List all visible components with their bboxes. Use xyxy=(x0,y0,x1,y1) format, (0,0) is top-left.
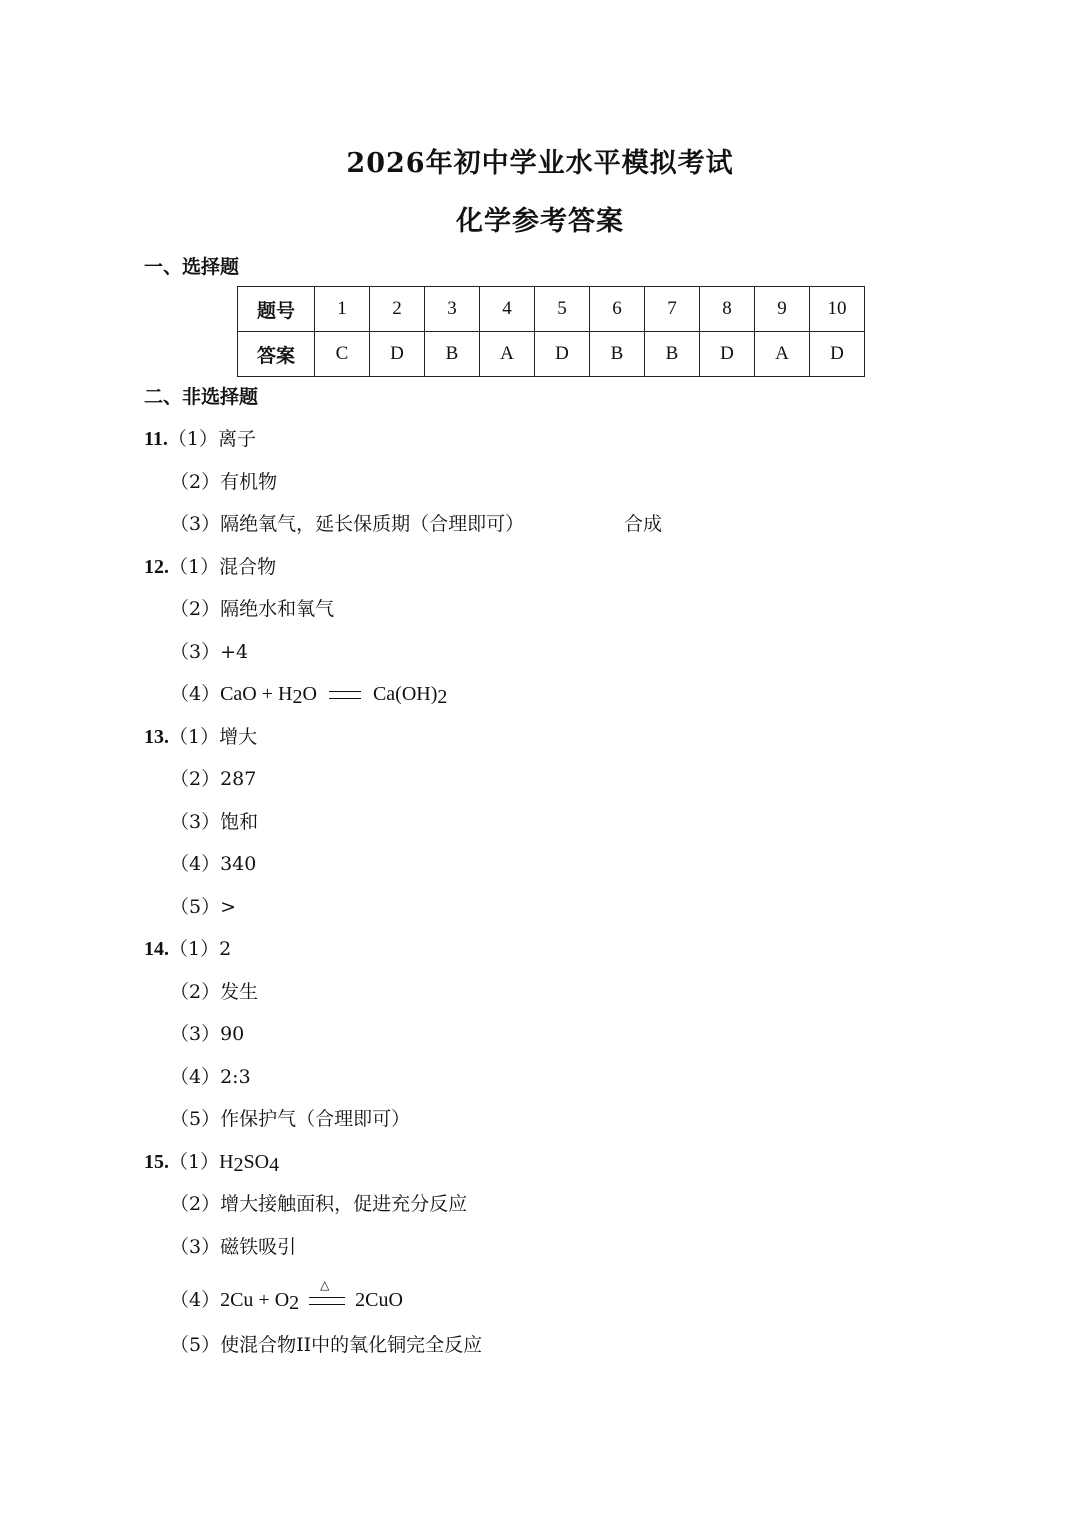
formula-part: SO xyxy=(243,1151,270,1173)
equation-reactants-end: O xyxy=(302,683,317,705)
q11-part3-extra: 合成 xyxy=(624,513,663,535)
answer-row xyxy=(238,332,865,377)
q12-part2: （2）隔绝水和氧气 xyxy=(170,598,335,620)
multiple-choice-answer-table xyxy=(237,286,865,377)
question-number-cell: 1 xyxy=(315,287,370,332)
answer-cell: B xyxy=(425,332,480,377)
heat-triangle-icon: △ xyxy=(320,1278,330,1292)
q15-part1 xyxy=(144,1147,279,1177)
q14-part5: （5）作保护气（合理即可） xyxy=(170,1108,411,1130)
q14-part1-text: （1）2 xyxy=(169,938,232,960)
question-number-cell: 2 xyxy=(370,287,425,332)
q14-part2: （2）发生 xyxy=(170,981,259,1003)
q12-number: 12. xyxy=(144,556,169,578)
answer-cell: D xyxy=(700,332,755,377)
question-number-cell: 9 xyxy=(755,287,810,332)
answer-cell: B xyxy=(645,332,700,377)
formula-part: H xyxy=(219,1151,234,1173)
q11-part2: （2）有机物 xyxy=(170,471,278,493)
answer-cell: C xyxy=(315,332,370,377)
q14-part3: （3）90 xyxy=(170,1023,245,1045)
q11-part1 xyxy=(144,424,256,451)
answer-cell: D xyxy=(810,332,865,377)
equation-product: 2CuO xyxy=(355,1289,403,1311)
heating-equals-sign xyxy=(309,1278,345,1305)
q15-part4-equation xyxy=(170,1278,403,1315)
equation-product: Ca(OH) xyxy=(372,683,438,705)
q15-part5: （5）使混合物II中的氧化铜完全反应 xyxy=(170,1334,483,1356)
answer-cell: B xyxy=(590,332,645,377)
answer-cell: A xyxy=(755,332,810,377)
q13-part1 xyxy=(144,722,257,749)
q11-part3-text: （3）隔绝氧气，延长保质期（合理即可） xyxy=(170,513,525,535)
equation-reactants: CaO + H xyxy=(220,683,293,705)
question-number-cell: 5 xyxy=(535,287,590,332)
question-number-header: 题号 xyxy=(238,287,315,332)
q12-part1 xyxy=(144,552,276,579)
subscript: 2 xyxy=(437,686,448,708)
q14-part4: （4）2:3 xyxy=(170,1066,251,1088)
q15-number: 15. xyxy=(144,1151,169,1173)
q12-part3: （3）+4 xyxy=(170,641,249,663)
question-number-cell: 8 xyxy=(700,287,755,332)
subscript: 2 xyxy=(233,1154,244,1176)
q13-part2: （2）287 xyxy=(170,768,257,790)
q14-part1 xyxy=(144,934,231,961)
page-subtitle: 化学参考答案 xyxy=(456,206,624,237)
question-number-cell: 7 xyxy=(645,287,700,332)
q13-part5: （5）> xyxy=(170,896,237,918)
equals-sign xyxy=(329,691,361,699)
q14-number: 14. xyxy=(144,938,169,960)
q15-part3: （3）磁铁吸引 xyxy=(170,1236,297,1258)
question-number-cell: 3 xyxy=(425,287,480,332)
section-multiple-choice-heading: 一、选择题 xyxy=(144,256,240,278)
answer-header: 答案 xyxy=(238,332,315,377)
equation-reactants: 2Cu + O xyxy=(220,1289,290,1311)
section-free-response-heading: 二、非选择题 xyxy=(144,386,259,408)
question-number-cell: 6 xyxy=(590,287,645,332)
subscript: 4 xyxy=(269,1154,280,1176)
answer-cell: D xyxy=(370,332,425,377)
question-number-cell: 10 xyxy=(810,287,865,332)
answer-cell: A xyxy=(480,332,535,377)
question-number-cell: 4 xyxy=(480,287,535,332)
question-number-row xyxy=(238,287,865,332)
q12-part4-equation xyxy=(170,679,447,709)
q11-part3 xyxy=(170,509,524,536)
page-title: 2026年初中学业水平模拟考试 xyxy=(346,148,734,179)
answer-cell: D xyxy=(535,332,590,377)
q12-part1-text: （1）混合物 xyxy=(169,556,277,578)
subscript: 2 xyxy=(289,1292,300,1314)
q11-number: 11. xyxy=(144,428,168,450)
q12-part4-label: （4） xyxy=(170,683,221,705)
q11-part1-text: （1）离子 xyxy=(167,428,256,450)
subscript: 2 xyxy=(292,686,303,708)
q13-part4: （4）340 xyxy=(170,853,257,875)
q13-part3: （3）饱和 xyxy=(170,811,259,833)
q15-part2: （2）增大接触面积，促进充分反应 xyxy=(170,1193,468,1215)
q13-part1-text: （1）增大 xyxy=(169,726,258,748)
q15-part1-label: （1） xyxy=(169,1151,220,1173)
q15-part4-label: （4） xyxy=(170,1289,221,1311)
q13-number: 13. xyxy=(144,726,169,748)
